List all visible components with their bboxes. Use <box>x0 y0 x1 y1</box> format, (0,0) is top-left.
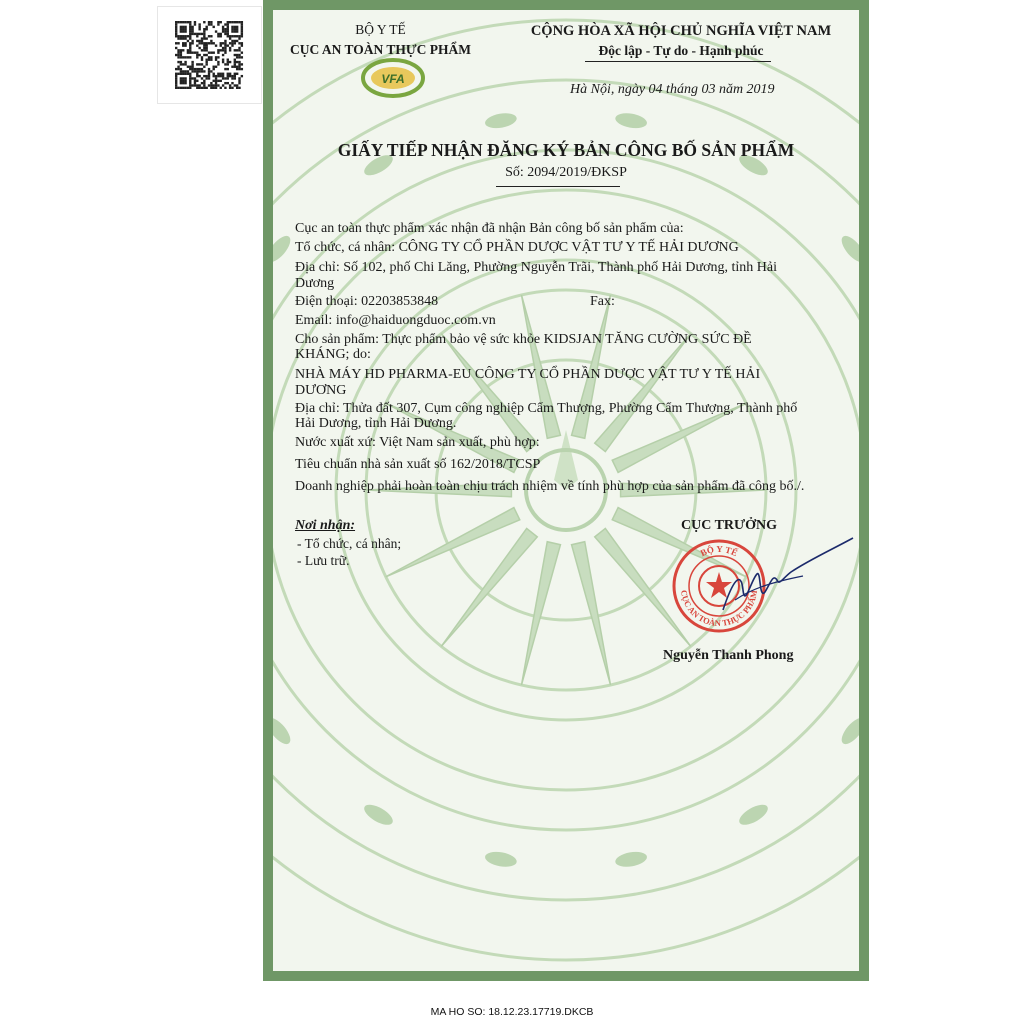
issue-date: Hà Nội, ngày 04 tháng 03 năm 2019 <box>570 82 775 97</box>
recipients-label: Nơi nhận: <box>295 518 356 533</box>
drum-bird-motif <box>614 111 648 130</box>
qr-code-box <box>157 6 262 104</box>
motto-underline <box>585 61 771 62</box>
country-name: CỘNG HÒA XÃ HỘI CHỦ NGHĨA VIỆT NAM <box>530 23 832 39</box>
fax-line: Fax: <box>590 294 615 309</box>
national-motto: Độc lập - Tự do - Hạnh phúc <box>598 43 764 58</box>
factory-address-line-2: Hải Dương, tỉnh Hải Dương. <box>295 416 457 431</box>
drum-bird-motif <box>361 801 396 829</box>
product-line-1: Cho sản phẩm: Thực phẩm bảo vệ sức khỏe KIDSJAN TĂNG CƯỜNG SỨC ĐỀ <box>295 332 752 347</box>
certificate-frame <box>263 0 869 981</box>
recipient-item: - Lưu trữ. <box>297 553 350 568</box>
intro-line: Cục an toàn thực phẩm xác nhận đã nhận Bản công bố sản phẩm của: <box>295 221 684 236</box>
document-title: GIẤY TIẾP NHẬN ĐĂNG KÝ BẢN CÔNG BỐ SẢN PHẨM <box>337 140 795 160</box>
address-line-2: Dương <box>295 276 335 291</box>
record-code: MA HO SO: 18.12.23.17719.DKCB <box>430 1006 594 1018</box>
origin-line: Nước xuất xứ: Việt Nam sản xuất, phù hợp: <box>295 435 540 450</box>
email-line: Email: info@haiduongduoc.com.vn <box>295 313 496 328</box>
drum-bird-motif <box>614 850 648 869</box>
responsibility-line: Doanh nghiệp phải hoàn toàn chịu trách nhiệm về tính phù hợp của sản phẩm đã công bố./. <box>295 479 805 494</box>
address-line-1: Địa chỉ: Số 102, phố Chi Lăng, Phường Nguyễn Trãi, Thành phố Hải Dương, tỉnh Hải <box>295 260 777 275</box>
signer-name: Nguyễn Thanh Phong <box>663 648 794 663</box>
drum-bird-motif <box>484 111 518 130</box>
factory-line-1: NHÀ MÁY HD PHARMA-EU CÔNG TY CỔ PHẦN DƯỢC VẬT TƯ Y TẾ HẢI <box>295 367 761 382</box>
drum-bird-motif <box>736 801 771 829</box>
drum-bird-motif <box>838 714 859 748</box>
vfa-logo-icon <box>358 52 428 100</box>
signer-title: CỤC TRƯỞNG <box>681 518 778 533</box>
drum-bird-motif <box>273 714 294 748</box>
recipient-item: - Tổ chức, cá nhân; <box>297 536 402 551</box>
department-name: CỤC AN TOÀN THỰC PHẨM <box>289 42 471 57</box>
drum-bird-motif <box>484 850 518 869</box>
drum-bird-motif <box>273 232 294 266</box>
drum-bird-motif <box>838 232 859 266</box>
seal-top-text: BỘ Y TẾ <box>698 543 740 559</box>
signature-scribble <box>713 530 859 630</box>
certificate-paper <box>273 10 859 971</box>
standard-line: Tiêu chuẩn nhà sản xuất số 162/2018/TCSP <box>295 457 541 472</box>
ministry-name: BỘ Y TẾ <box>355 22 406 37</box>
phone-line: Điện thoại: 02203853848 <box>295 294 439 309</box>
factory-address-line-1: Địa chỉ: Thửa đất 307, Cụm công nghiệp Cẩm Thượng, Phường Cẩm Thượng, Thành phố <box>295 401 798 416</box>
organization-line: Tổ chức, cá nhân: CÔNG TY CỔ PHẦN DƯỢC VẬT TƯ Y TẾ HẢI DƯƠNG <box>295 240 739 255</box>
number-underline <box>496 186 620 187</box>
factory-line-2: DƯƠNG <box>295 383 347 398</box>
qr-code <box>170 21 248 89</box>
vfa-logo-text: VFA <box>381 72 405 86</box>
document-number: Số: 2094/2019/ĐKSP <box>505 165 627 180</box>
product-line-2: KHÁNG; do: <box>295 347 371 362</box>
seal-bottom-text: CỤC AN TOÀN THỰC PHẨM <box>678 589 760 629</box>
